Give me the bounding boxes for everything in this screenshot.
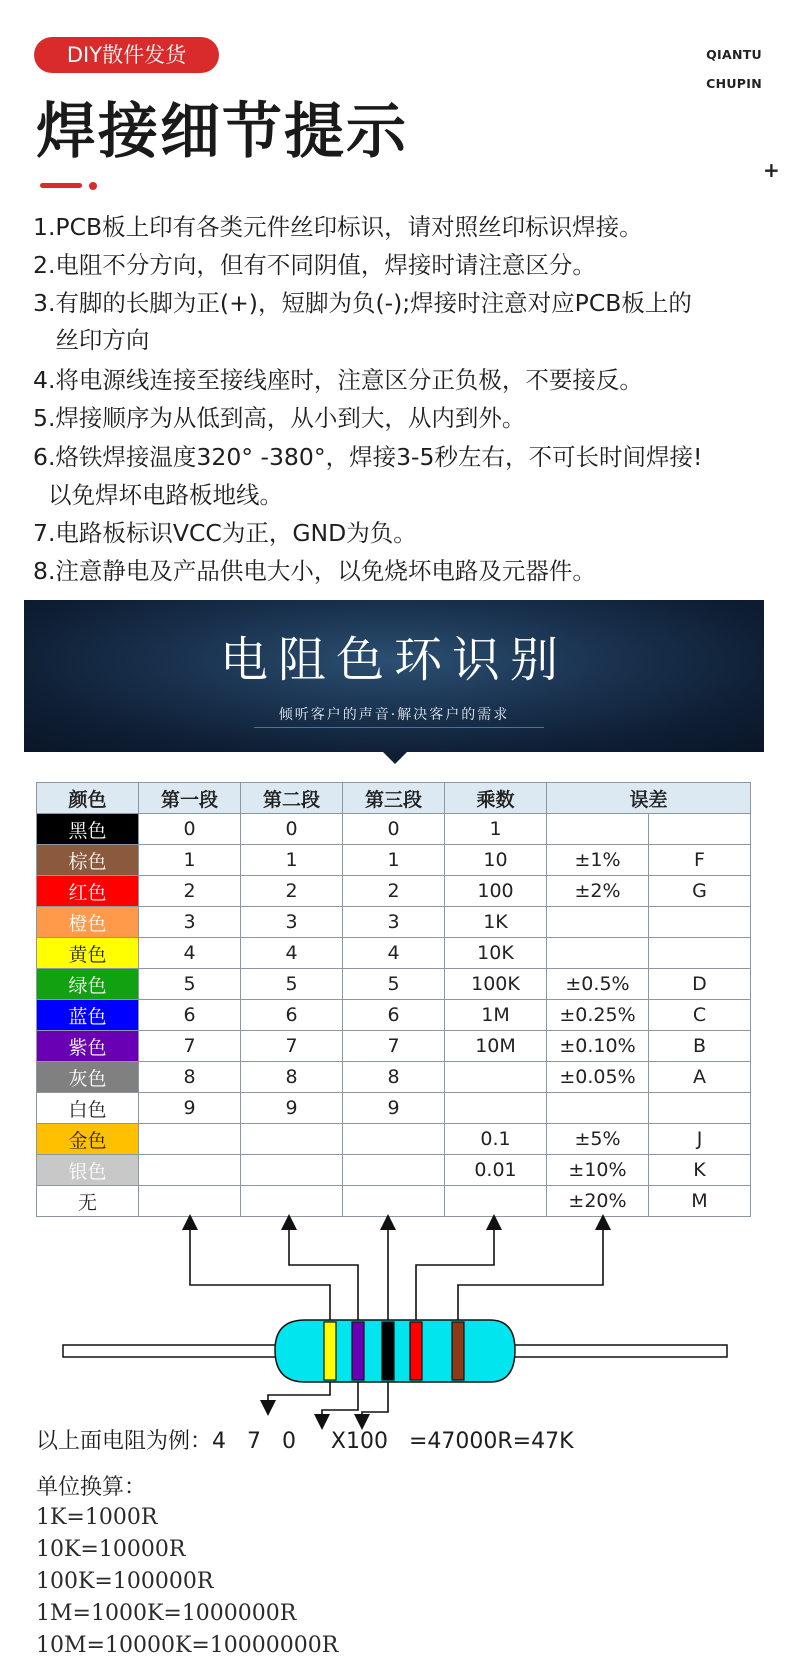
unit-line-1: 1K=1000R xyxy=(36,1505,158,1530)
multiplier-cell: 0.01 xyxy=(445,1155,547,1186)
multiplier-cell: 10M xyxy=(445,1031,547,1062)
color-name-cell: 无 xyxy=(37,1186,139,1217)
example-calculation: 以上面电阻为例：4 7 0 X100 =47000R=47K xyxy=(36,1429,574,1454)
band-2-cell: 5 xyxy=(241,969,343,1000)
tip-7: 7.电路板标识VCC为正，GND为负。 xyxy=(33,519,417,547)
tolerance-cell: ±0.10% xyxy=(547,1031,649,1062)
band-3-cell: 2 xyxy=(343,876,445,907)
multiplier-cell: 1M xyxy=(445,1000,547,1031)
band-2-cell: 8 xyxy=(241,1062,343,1093)
band-3-cell: 5 xyxy=(343,969,445,1000)
tip-6-cont: 以免焊坏电路板地线。 xyxy=(33,481,283,509)
band-1-cell: 4 xyxy=(139,938,241,969)
band-2-cell: 6 xyxy=(241,1000,343,1031)
tolerance-code-cell: C xyxy=(649,1000,751,1031)
tolerance-cell: ±10% xyxy=(547,1155,649,1186)
tolerance-code-cell: D xyxy=(649,969,751,1000)
band-1-cell: 9 xyxy=(139,1093,241,1124)
header-tolerance: 误差 xyxy=(547,783,751,814)
band-1-cell: 6 xyxy=(139,1000,241,1031)
band-3-cell: 1 xyxy=(343,845,445,876)
tip-1: 1.PCB板上印有各类元件丝印标识，请对照丝印标识焊接。 xyxy=(33,213,643,241)
color-name-cell: 紫色 xyxy=(37,1031,139,1062)
brand-line-2: CHUPIN xyxy=(706,76,762,91)
diy-tag-badge: DIY散件发货 xyxy=(34,37,219,73)
band-1-cell: 7 xyxy=(139,1031,241,1062)
unit-conversion-title: 单位换算： xyxy=(36,1475,147,1500)
unit-line-4: 1M=1000K=1000000R xyxy=(36,1601,297,1626)
color-name-cell: 蓝色 xyxy=(37,1000,139,1031)
unit-line-5: 10M=10000K=10000000R xyxy=(36,1633,339,1658)
band-2-cell: 9 xyxy=(241,1093,343,1124)
band-3-cell: 9 xyxy=(343,1093,445,1124)
band-2-cell: 7 xyxy=(241,1031,343,1062)
header-band-3: 第三段 xyxy=(343,783,445,814)
header-band-1: 第一段 xyxy=(139,783,241,814)
color-name-cell: 棕色 xyxy=(37,845,139,876)
unit-line-2: 10K=10000R xyxy=(36,1537,186,1562)
color-name-cell: 黄色 xyxy=(37,938,139,969)
tolerance-cell: ±5% xyxy=(547,1124,649,1155)
tolerance-cell: ±0.5% xyxy=(547,969,649,1000)
band-3-cell: 4 xyxy=(343,938,445,969)
resistor-band-2 xyxy=(352,1322,364,1380)
tip-5: 5.焊接顺序为从低到高，从小到大，从内到外。 xyxy=(33,404,526,432)
band-2-cell: 3 xyxy=(241,907,343,938)
tolerance-code-cell: A xyxy=(649,1062,751,1093)
multiplier-cell: 10K xyxy=(445,938,547,969)
resistor-body xyxy=(275,1320,515,1382)
lower-leader-lines xyxy=(268,1382,388,1422)
band-1-cell: 0 xyxy=(139,814,241,845)
header-color: 颜色 xyxy=(37,783,139,814)
tolerance-code-cell: K xyxy=(649,1155,751,1186)
tip-8: 8.注意静电及产品供电大小，以免烧坏电路及元器件。 xyxy=(33,557,596,585)
color-name-cell: 红色 xyxy=(37,876,139,907)
color-name-cell: 金色 xyxy=(37,1124,139,1155)
color-name-cell: 灰色 xyxy=(37,1062,139,1093)
band-1-cell: 5 xyxy=(139,969,241,1000)
resistor-band-4 xyxy=(410,1322,422,1380)
color-name-cell: 绿色 xyxy=(37,969,139,1000)
band-1-cell: 8 xyxy=(139,1062,241,1093)
tolerance-code-cell: J xyxy=(649,1124,751,1155)
band-2-cell: 2 xyxy=(241,876,343,907)
tolerance-cell: ±20% xyxy=(547,1186,649,1217)
tip-2: 2.电阻不分方向，但有不同阴值，焊接时请注意区分。 xyxy=(33,251,596,279)
multiplier-cell: 10 xyxy=(445,845,547,876)
header-multiplier: 乘数 xyxy=(445,783,547,814)
color-name-cell: 黑色 xyxy=(37,814,139,845)
multiplier-cell: 0.1 xyxy=(445,1124,547,1155)
tip-3-cont: 丝印方向 xyxy=(33,326,150,354)
band-1-cell: 1 xyxy=(139,845,241,876)
tolerance-cell: ±0.05% xyxy=(547,1062,649,1093)
band-2-cell: 0 xyxy=(241,814,343,845)
resistor xyxy=(63,1320,727,1382)
banner-title: 电阻色环识别 xyxy=(219,632,568,688)
band-3-cell: 0 xyxy=(343,814,445,845)
multiplier-cell: 1K xyxy=(445,907,547,938)
color-name-cell: 橙色 xyxy=(37,907,139,938)
tolerance-cell: ±2% xyxy=(547,876,649,907)
multiplier-cell: 100K xyxy=(445,969,547,1000)
resistor-band-3 xyxy=(382,1322,394,1380)
multiplier-cell: 100 xyxy=(445,876,547,907)
tolerance-code-cell: F xyxy=(649,845,751,876)
band-3-cell: 8 xyxy=(343,1062,445,1093)
band-2-cell: 1 xyxy=(241,845,343,876)
upper-leader-lines xyxy=(190,1222,603,1320)
tip-6: 6.烙铁焊接温度320° -380°，焊接3-5秒左右，不可长时间焊接! xyxy=(33,443,703,471)
resistor-band-1 xyxy=(324,1322,336,1380)
multiplier-cell: 1 xyxy=(445,814,547,845)
color-name-cell: 银色 xyxy=(37,1155,139,1186)
tolerance-cell: ±1% xyxy=(547,845,649,876)
tip-3: 3.有脚的长脚为正(+)，短脚为负(-);焊接时注意对应PCB板上的 xyxy=(33,289,692,317)
tolerance-code-cell: M xyxy=(649,1186,751,1217)
unit-line-3: 100K=100000R xyxy=(36,1569,214,1594)
band-3-cell: 3 xyxy=(343,907,445,938)
tip-4: 4.将电源线连接至接线座时，注意区分正负极，不要接反。 xyxy=(33,366,643,394)
page-title: 焊接细节提示 xyxy=(36,97,408,167)
brand-line-1: QIANTU xyxy=(706,47,762,62)
banner-subtitle: 倾听客户的声音·解决客户的需求 xyxy=(278,707,510,723)
band-3-cell: 7 xyxy=(343,1031,445,1062)
tolerance-cell: ±0.25% xyxy=(547,1000,649,1031)
band-3-cell: 6 xyxy=(343,1000,445,1031)
resistor-band-5 xyxy=(452,1322,464,1380)
tolerance-code-cell: B xyxy=(649,1031,751,1062)
tolerance-code-cell: G xyxy=(649,876,751,907)
plus-icon: + xyxy=(763,158,780,182)
header-band-2: 第二段 xyxy=(241,783,343,814)
band-2-cell: 4 xyxy=(241,938,343,969)
band-1-cell: 2 xyxy=(139,876,241,907)
band-1-cell: 3 xyxy=(139,907,241,938)
color-name-cell: 白色 xyxy=(37,1093,139,1124)
